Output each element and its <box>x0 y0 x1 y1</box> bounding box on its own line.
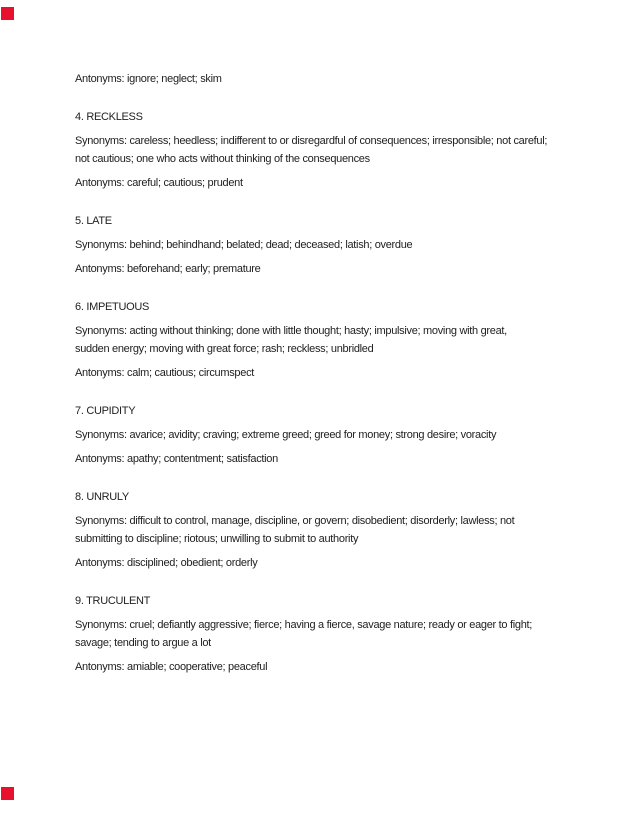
page-corner-mark-top <box>1 7 14 20</box>
synonyms-line: Synonyms: avarice; avidity; craving; extreme greed; greed for money; strong desire; voracity <box>75 429 497 441</box>
section-9-truculent <box>75 592 583 676</box>
synonyms-paragraph <box>75 426 583 444</box>
section-heading: 9. TRUCULENT <box>75 595 151 607</box>
synonyms-paragraph <box>75 616 583 652</box>
page-corner-mark-bottom <box>1 787 14 800</box>
synonyms-line: Synonyms: behind; behindhand; belated; dead; deceased; latish; overdue <box>75 239 413 251</box>
section-heading: 4. RECKLESS <box>75 111 143 123</box>
synonyms-paragraph <box>75 512 583 548</box>
synonyms-paragraph <box>75 132 583 168</box>
synonyms-line: submitting to discipline; riotous; unwilling to submit to authority <box>75 533 359 545</box>
section-4-reckless <box>75 108 583 192</box>
section-7-cupidity <box>75 402 583 468</box>
synonyms-line: not cautious; one who acts without thinking of the consequences <box>75 153 370 165</box>
section-5-late <box>75 212 583 278</box>
synonyms-line: Synonyms: difficult to control, manage, discipline, or govern; disobedient; disorderly; lawless; not <box>75 515 515 527</box>
synonyms-line: sudden energy; moving with great force; rash; reckless; unbridled <box>75 343 374 355</box>
synonyms-line: Synonyms: careless; heedless; indifferent to or disregardful of consequences; irresponsible; not careful; <box>75 135 548 147</box>
synonyms-paragraph <box>75 236 583 254</box>
synonyms-line: savage; tending to argue a lot <box>75 637 211 649</box>
synonyms-line: Synonyms: acting without thinking; done with little thought; hasty; impulsive; moving with great, <box>75 325 507 337</box>
synonyms-paragraph <box>75 322 583 358</box>
antonyms-line: Antonyms: apathy; contentment; satisfaction <box>75 453 278 465</box>
antonyms-line: Antonyms: careful; cautious; prudent <box>75 177 243 189</box>
synonyms-line: Synonyms: cruel; defiantly aggressive; fierce; having a fierce, savage nature; ready or eager to fight; <box>75 619 533 631</box>
section-6-impetuous <box>75 298 583 382</box>
section-heading: 7. CUPIDITY <box>75 405 136 417</box>
section-heading: 6. IMPETUOUS <box>75 301 150 313</box>
section-heading: 8. UNRULY <box>75 491 129 503</box>
section-8-unruly <box>75 488 583 572</box>
antonyms-line: Antonyms: beforehand; early; premature <box>75 263 261 275</box>
antonyms-line: Antonyms: calm; cautious; circumspect <box>75 367 255 379</box>
antonyms-line: Antonyms: amiable; cooperative; peaceful <box>75 661 268 673</box>
antonyms-line: Antonyms: disciplined; obedient; orderly <box>75 557 258 569</box>
carryover-antonyms-line: Antonyms: ignore; neglect; skim <box>75 73 222 85</box>
section-heading: 5. LATE <box>75 215 112 227</box>
